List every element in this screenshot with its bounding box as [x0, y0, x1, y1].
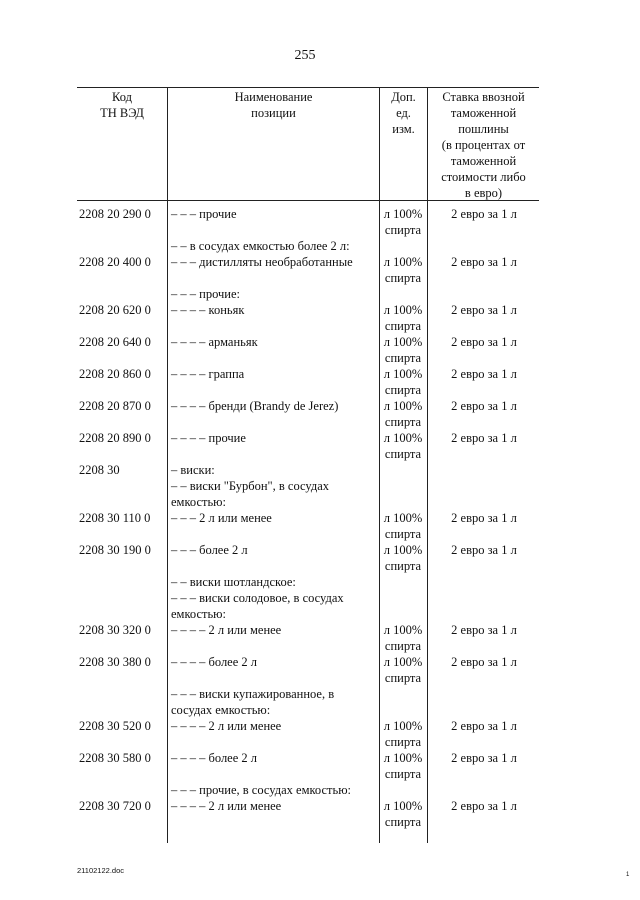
row-rate: 2 евро за 1 л: [451, 655, 517, 669]
row-unit-line: спирта: [384, 735, 422, 749]
row-unit-line: л 100%: [383, 751, 423, 765]
row-name: – – – – бренди (Brandy de Jerez): [171, 399, 339, 413]
row-unit-line: спирта: [384, 527, 422, 541]
header-rate-line: (в процентах от: [441, 138, 526, 152]
row-rate: 2 евро за 1 л: [451, 335, 517, 349]
column-divider: [427, 88, 428, 200]
row-unit-line: спирта: [384, 767, 422, 781]
table-body: [77, 201, 539, 843]
row-name: – – в сосудах емкостью более 2 л:: [171, 239, 350, 253]
header-rate-line: таможенной: [450, 106, 517, 120]
row-unit-line: спирта: [384, 223, 422, 237]
row-name: – – – – 2 л или менее: [171, 799, 282, 813]
header-rate-line: пошлины: [458, 122, 509, 136]
document-filename: 21102122.doc: [77, 866, 124, 875]
row-unit: [380, 334, 426, 366]
header-unit-line: ед.: [396, 106, 411, 120]
row-code: 2208 30 720 0: [79, 799, 151, 813]
tariff-table: [77, 87, 539, 843]
row-name: – виски:: [171, 463, 215, 477]
row-unit-line: спирта: [384, 815, 422, 829]
row-unit: [380, 510, 426, 542]
header-rate-line: стоимости либо: [441, 170, 526, 184]
row-unit: [380, 750, 426, 782]
column-divider: [167, 88, 168, 200]
row-code: 2208 20 400 0: [79, 255, 151, 269]
row-code: 2208 20 640 0: [79, 335, 151, 349]
row-code: 2208 20 890 0: [79, 431, 151, 445]
row-rate: 2 евро за 1 л: [451, 719, 517, 733]
header-unit-line: изм.: [392, 122, 415, 136]
column-divider: [379, 88, 380, 200]
edge-mark: 1: [626, 872, 630, 878]
row-rate: 2 евро за 1 л: [451, 399, 517, 413]
row-name: – – – прочие:: [171, 287, 240, 301]
row-code: 2208 20 870 0: [79, 399, 151, 413]
row-unit-line: л 100%: [383, 431, 423, 445]
row-unit-line: л 100%: [383, 543, 423, 557]
row-name: – – – прочие, в сосудах емкостью:: [171, 783, 352, 797]
row-code: 2208 30: [79, 463, 120, 477]
row-unit: [380, 206, 426, 238]
row-name: – – – – арманьяк: [171, 335, 258, 349]
row-code: 2208 30 320 0: [79, 623, 151, 637]
row-code: 2208 30 380 0: [79, 655, 151, 669]
row-unit-line: спирта: [384, 271, 422, 285]
row-unit-line: л 100%: [383, 207, 423, 221]
row-name: – – – виски купажированное, в сосудах емкостью:: [171, 687, 338, 717]
row-unit: [380, 398, 426, 430]
header-rate-line: таможенной: [450, 154, 517, 168]
row-rate: 2 евро за 1 л: [451, 207, 517, 221]
row-rate: 2 евро за 1 л: [451, 367, 517, 381]
row-unit: [380, 798, 426, 830]
row-unit: [380, 542, 426, 574]
row-unit-line: л 100%: [383, 335, 423, 349]
header-code-line: Код: [112, 90, 132, 104]
row-unit: [380, 366, 426, 398]
row-unit-line: спирта: [384, 559, 422, 573]
row-rate: 2 евро за 1 л: [451, 511, 517, 525]
row-code: 2208 20 620 0: [79, 303, 151, 317]
header-code-line: ТН ВЭД: [100, 106, 144, 120]
header-rate-line: Ставка ввозной: [442, 90, 525, 104]
row-code: 2208 30 190 0: [79, 543, 151, 557]
row-rate: 2 евро за 1 л: [451, 543, 517, 557]
row-unit: [380, 654, 426, 686]
row-unit-line: л 100%: [383, 623, 423, 637]
row-unit: [380, 302, 426, 334]
row-name: – – – дистилляты необработанные: [171, 255, 353, 269]
row-unit-line: л 100%: [383, 799, 423, 813]
row-unit-line: спирта: [384, 639, 422, 653]
row-unit-line: спирта: [384, 319, 422, 333]
row-unit-line: л 100%: [383, 511, 423, 525]
row-rate: 2 евро за 1 л: [451, 751, 517, 765]
row-name: – – виски "Бурбон", в сосудах емкостью:: [171, 479, 333, 509]
row-unit-line: л 100%: [383, 655, 423, 669]
row-unit-line: л 100%: [383, 399, 423, 413]
row-unit-line: л 100%: [383, 255, 423, 269]
row-name: – – – – более 2 л: [171, 655, 258, 669]
row-code: 2208 30 520 0: [79, 719, 151, 733]
row-rate: 2 евро за 1 л: [451, 623, 517, 637]
row-unit-line: спирта: [384, 447, 422, 461]
header-name-line: позиции: [251, 106, 296, 120]
row-rate: 2 евро за 1 л: [451, 799, 517, 813]
row-name: – – – виски солодовое, в сосудах емкостью:: [171, 591, 347, 621]
header-unit-cell: [380, 89, 427, 200]
row-name: – – – – 2 л или менее: [171, 719, 282, 733]
header-rate-cell: [428, 89, 539, 200]
header-name-cell: [168, 89, 379, 200]
row-code: 2208 30 580 0: [79, 751, 151, 765]
page-number: 255: [294, 48, 316, 63]
header-code-cell: [77, 89, 167, 200]
column-divider: [167, 201, 168, 843]
row-name: – – – – 2 л или менее: [171, 623, 282, 637]
header-rate-line: в евро): [464, 186, 503, 200]
row-unit-line: спирта: [384, 671, 422, 685]
row-rate: 2 евро за 1 л: [451, 303, 517, 317]
row-rate: 2 евро за 1 л: [451, 431, 517, 445]
row-unit-line: спирта: [384, 415, 422, 429]
row-rate: 2 евро за 1 л: [451, 255, 517, 269]
row-code: 2208 20 290 0: [79, 207, 151, 221]
row-name: – – – более 2 л: [171, 543, 248, 557]
row-unit: [380, 622, 426, 654]
column-divider: [427, 201, 428, 843]
row-name: – – – 2 л или менее: [171, 511, 272, 525]
row-name: – – – – коньяк: [171, 303, 245, 317]
row-unit-line: л 100%: [383, 367, 423, 381]
row-unit-line: л 100%: [383, 303, 423, 317]
row-unit-line: л 100%: [383, 719, 423, 733]
row-code: 2208 30 110 0: [79, 511, 151, 525]
row-unit: [380, 718, 426, 750]
row-name: – – виски шотландское:: [171, 575, 296, 589]
row-name: – – – прочие: [171, 207, 237, 221]
row-unit-line: спирта: [384, 383, 422, 397]
header-name-line: Наименование: [234, 90, 313, 104]
row-unit: [380, 430, 426, 462]
row-unit-line: спирта: [384, 351, 422, 365]
row-unit: [380, 254, 426, 286]
row-name: – – – – граппа: [171, 367, 245, 381]
row-name: – – – – более 2 л: [171, 751, 258, 765]
row-code: 2208 20 860 0: [79, 367, 151, 381]
table-header: [77, 88, 539, 201]
header-unit-line: Доп.: [391, 90, 416, 104]
row-name: – – – – прочие: [171, 431, 246, 445]
